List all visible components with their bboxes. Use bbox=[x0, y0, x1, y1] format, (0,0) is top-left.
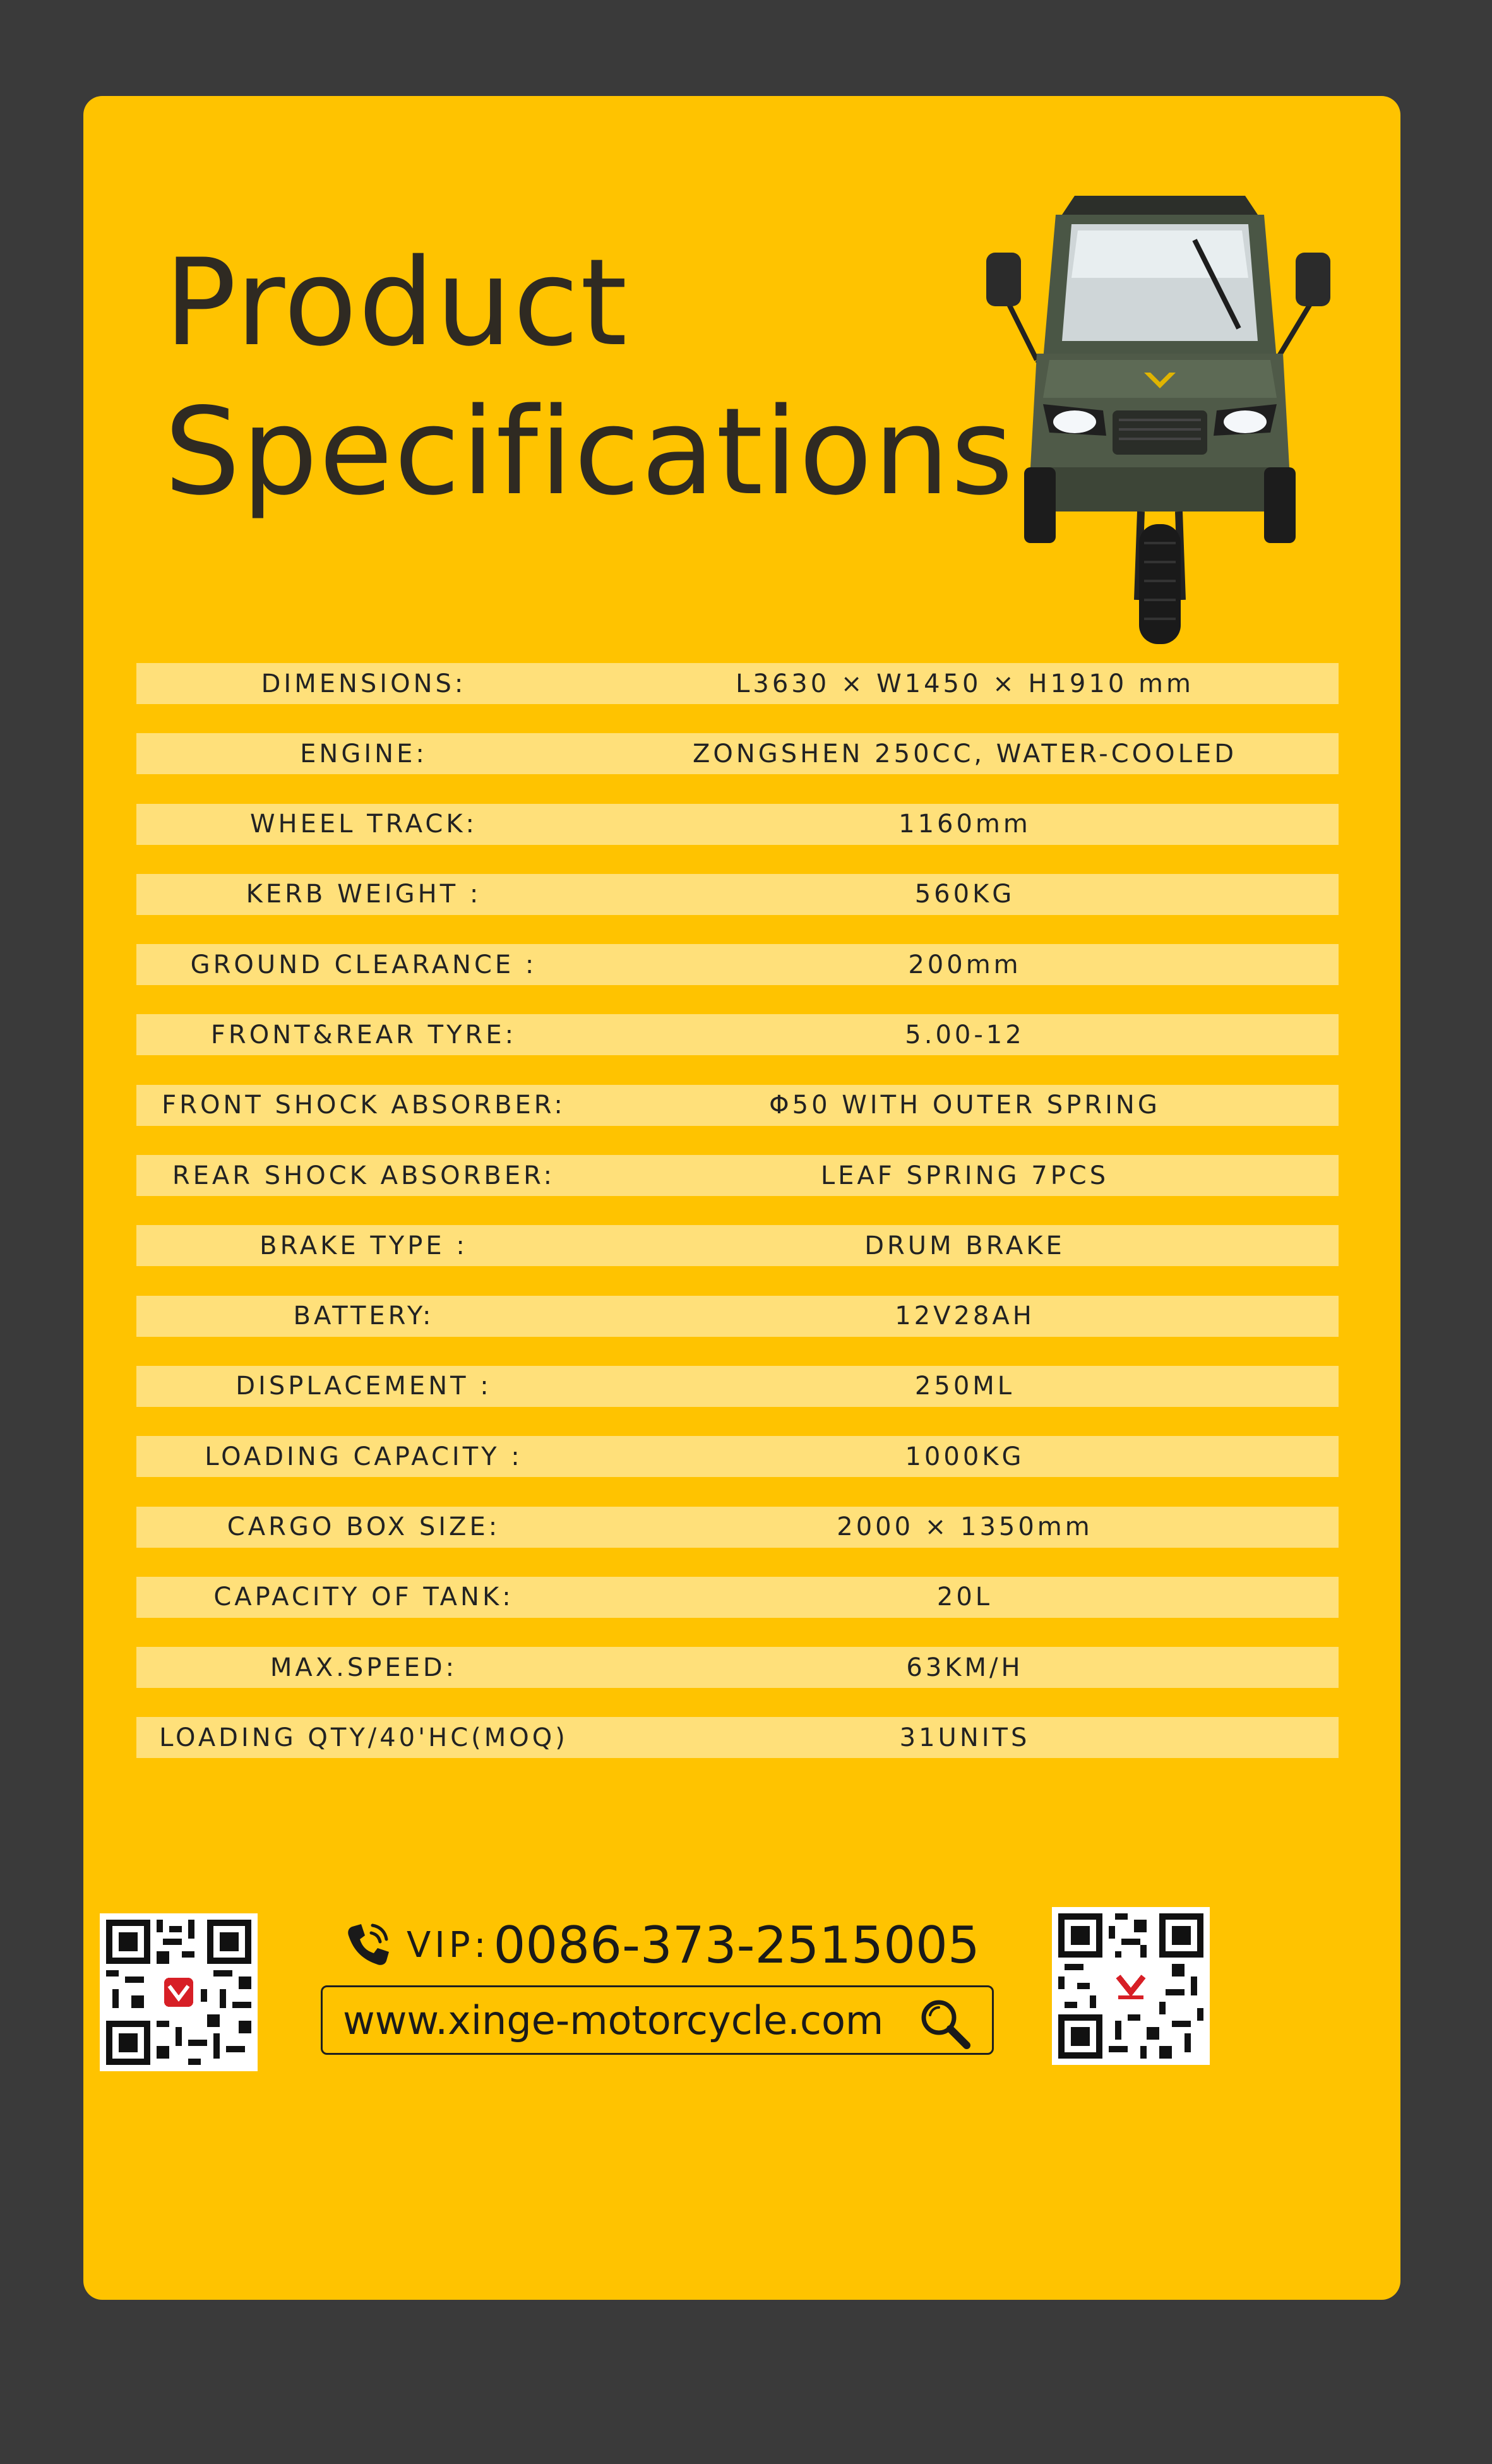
website-link[interactable]: www.xinge-motorcycle.com bbox=[343, 1997, 884, 2043]
spec-row bbox=[136, 1577, 1339, 1618]
spec-row bbox=[136, 1225, 1339, 1266]
phone-icon bbox=[341, 1918, 395, 1972]
spec-label: BATTERY: bbox=[293, 1301, 434, 1331]
spec-row bbox=[136, 1436, 1339, 1477]
spec-row bbox=[136, 1155, 1339, 1196]
spec-row bbox=[136, 804, 1339, 845]
spec-label: FRONT SHOCK ABSORBER: bbox=[162, 1091, 566, 1120]
spec-value: 5.00-12 bbox=[905, 1020, 1025, 1050]
spec-label: FRONT&REAR TYRE: bbox=[210, 1020, 517, 1050]
spec-value: 200mm bbox=[908, 950, 1022, 979]
spec-value: 20L bbox=[936, 1582, 993, 1612]
spec-row bbox=[136, 1296, 1339, 1337]
spec-label: MAX.SPEED: bbox=[270, 1653, 458, 1682]
spec-value: ZONGSHEN 250CC, WATER-COOLED bbox=[692, 739, 1237, 769]
spec-label: REAR SHOCK ABSORBER: bbox=[172, 1161, 556, 1190]
spec-label: ENGINE: bbox=[300, 739, 427, 769]
phone-number[interactable]: 0086-373-2515005 bbox=[493, 1915, 980, 1975]
spec-value: LEAF SPRING 7PCS bbox=[820, 1161, 1109, 1190]
spec-label: LOADING QTY/40'HC(MOQ) bbox=[159, 1723, 568, 1752]
spec-row bbox=[136, 1085, 1339, 1126]
title-line-1: Product bbox=[164, 233, 629, 373]
spec-row bbox=[136, 1717, 1339, 1758]
spec-table bbox=[136, 663, 1339, 1788]
spec-value: 63KM/H bbox=[906, 1653, 1024, 1682]
spec-value: Φ50 WITH OUTER SPRING bbox=[769, 1091, 1161, 1120]
tricycle-image bbox=[961, 170, 1352, 650]
spec-value: DRUM BRAKE bbox=[864, 1231, 1065, 1260]
spec-label: CARGO BOX SIZE: bbox=[227, 1512, 501, 1542]
spec-value: 1000KG bbox=[905, 1442, 1025, 1471]
search-icon[interactable] bbox=[916, 1995, 973, 2052]
vip-label: VIP: bbox=[407, 1924, 490, 1966]
spec-row bbox=[136, 1647, 1339, 1688]
spec-row bbox=[136, 1014, 1339, 1055]
spec-label: DISPLACEMENT : bbox=[236, 1372, 492, 1401]
title-line-2: Specifications bbox=[164, 382, 1015, 522]
spec-label: WHEEL TRACK: bbox=[249, 810, 478, 839]
spec-row bbox=[136, 1507, 1339, 1548]
spec-value: L3630 × W1450 × H1910 mm bbox=[736, 669, 1194, 698]
spec-row bbox=[136, 1366, 1339, 1407]
spec-value: 1160mm bbox=[898, 810, 1031, 839]
spec-label: DIMENSIONS: bbox=[261, 669, 467, 698]
qr-code-icon[interactable] bbox=[100, 1913, 258, 2071]
spec-value: 250ML bbox=[914, 1372, 1015, 1401]
spec-value: 560KG bbox=[914, 880, 1015, 909]
vip-phone bbox=[341, 1913, 980, 1977]
spec-row bbox=[136, 733, 1339, 774]
page-title bbox=[164, 229, 1015, 527]
website-box[interactable] bbox=[321, 1985, 994, 2055]
spec-label: BRAKE TYPE : bbox=[260, 1231, 468, 1260]
spec-label: GROUND CLEARANCE : bbox=[190, 950, 537, 979]
qr-code-icon[interactable] bbox=[1052, 1907, 1210, 2065]
spec-value: 12V28AH bbox=[895, 1301, 1035, 1331]
spec-row bbox=[136, 663, 1339, 704]
spec-row bbox=[136, 944, 1339, 985]
spec-value: 2000 × 1350mm bbox=[837, 1512, 1093, 1542]
spec-label: LOADING CAPACITY : bbox=[205, 1442, 523, 1471]
spec-label: KERB WEIGHT : bbox=[246, 880, 482, 909]
spec-value: 31UNITS bbox=[899, 1723, 1030, 1752]
spec-label: CAPACITY OF TANK: bbox=[213, 1582, 514, 1612]
spec-row bbox=[136, 874, 1339, 915]
